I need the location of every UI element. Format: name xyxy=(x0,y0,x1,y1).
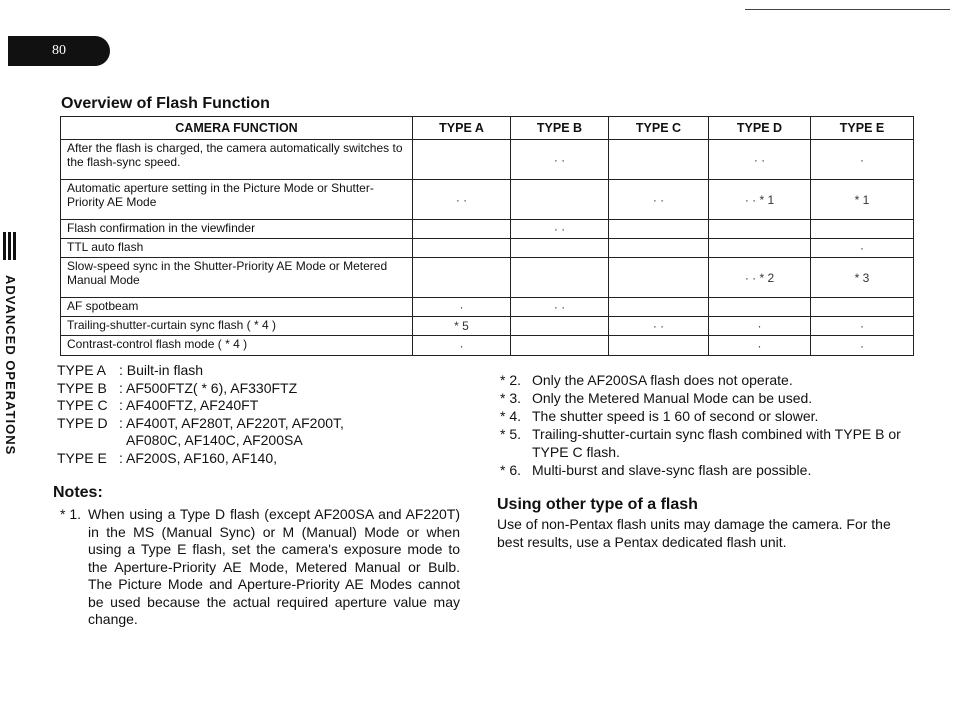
type-a-cell xyxy=(413,140,511,180)
type-c-cell xyxy=(609,258,709,298)
footnote-number: * 5. xyxy=(500,426,522,442)
type-e-cell: · xyxy=(811,239,914,258)
table-row xyxy=(61,258,914,298)
top-rule xyxy=(745,9,950,10)
flash-function-table xyxy=(60,116,914,356)
function-cell: Contrast-control flash mode ( * 4 ) xyxy=(61,336,413,356)
type-a-cell xyxy=(413,220,511,239)
header-type-b: TYPE B xyxy=(511,117,609,140)
type-b-cell: · · xyxy=(511,298,609,317)
type-models: : AF500FTZ( * 6), AF330FTZ xyxy=(119,379,298,396)
type-b-cell xyxy=(511,258,609,298)
table-row xyxy=(61,140,914,180)
type-c-cell xyxy=(609,239,709,258)
type-c-cell: · · xyxy=(609,317,709,336)
type-e-cell: * 1 xyxy=(811,180,914,220)
type-d-cell: · xyxy=(709,336,811,356)
type-models: : Built-in flash xyxy=(119,362,204,378)
type-d-cell xyxy=(709,298,811,317)
type-c-cell xyxy=(609,220,709,239)
type-models: : AF400T, AF280T, AF220T, AF200T, xyxy=(119,414,344,431)
type-b-cell: · · xyxy=(511,220,609,239)
type-d-cell: · · xyxy=(709,140,811,180)
table-row xyxy=(61,336,914,356)
function-cell: Automatic aperture setting in the Picture Mode or Shutter-Priority AE Mode xyxy=(61,180,413,220)
footnote-number: * 6. xyxy=(500,462,522,478)
section-marker xyxy=(3,232,17,262)
type-d-cell: · xyxy=(709,317,811,336)
table-row xyxy=(61,220,914,239)
footnote-text: Only the Metered Manual Mode can be used. xyxy=(532,390,813,406)
type-key: TYPE B xyxy=(57,379,107,396)
type-d-cell: · · * 2 xyxy=(709,258,811,298)
table-row xyxy=(61,180,914,220)
type-a-cell: · · xyxy=(413,180,511,220)
type-key xyxy=(57,432,119,450)
footnote-number: * 3. xyxy=(500,390,522,406)
footnote-number: * 4. xyxy=(500,408,522,424)
type-key: TYPE D xyxy=(57,414,108,431)
header-type-a: TYPE A xyxy=(413,117,511,140)
type-d-cell: · · * 1 xyxy=(709,180,811,220)
page-number: 80 xyxy=(52,43,66,58)
footnote-text: Trailing-shutter-curtain sync flash combined with TYPE B or TYPE C flash. xyxy=(532,426,901,460)
type-models: AF080C, AF140C, AF200SA xyxy=(119,432,303,449)
list-item xyxy=(57,450,344,468)
footnote-list xyxy=(500,371,920,479)
header-type-c: TYPE C xyxy=(609,117,709,140)
note-text: When using a Type D flash (except AF200SA and AF220T) in the MS (Manual Sync) or M (Manual) Mode or when using a Type E flash, set the camera's exposure mode to the Aperture-Priority AE Mode, Metered Manual or Bulb. The Picture Mode and Aperture-Priority AE Modes cannot be used because the actual required aperture value may change. xyxy=(88,506,460,627)
list-item xyxy=(500,425,920,461)
header-camera-function: CAMERA FUNCTION xyxy=(61,117,413,140)
type-e-cell xyxy=(811,220,914,239)
type-a-cell xyxy=(413,239,511,258)
type-b-cell xyxy=(511,239,609,258)
type-a-cell xyxy=(413,258,511,298)
side-section-label: ADVANCED OPERATIONS xyxy=(3,275,18,456)
type-a-cell: * 5 xyxy=(413,317,511,336)
type-e-cell: · xyxy=(811,317,914,336)
type-key: TYPE E xyxy=(57,449,107,466)
function-cell: Flash confirmation in the viewfinder xyxy=(61,220,413,239)
type-e-cell: * 3 xyxy=(811,258,914,298)
table-row xyxy=(61,298,914,317)
list-item xyxy=(57,380,344,398)
note-number: * 1. xyxy=(60,506,82,522)
footnote-text: Only the AF200SA flash does not operate. xyxy=(532,372,793,388)
flash-type-legend xyxy=(57,362,344,468)
header-type-e: TYPE E xyxy=(811,117,914,140)
type-key: TYPE C xyxy=(57,397,108,414)
type-e-cell: · xyxy=(811,336,914,356)
list-item xyxy=(57,415,344,433)
type-e-cell xyxy=(811,298,914,317)
footnote-text: The shutter speed is 1 60 of second or slower. xyxy=(532,408,819,424)
type-b-cell xyxy=(511,317,609,336)
footnote-number: * 2. xyxy=(500,372,522,388)
function-cell: TTL auto flash xyxy=(61,239,413,258)
list-item xyxy=(57,362,344,380)
type-a-cell: · xyxy=(413,336,511,356)
function-cell: Trailing-shutter-curtain sync flash ( * 4 ) xyxy=(61,317,413,336)
notes-heading: Notes: xyxy=(53,484,103,501)
list-item xyxy=(500,389,920,407)
header-type-d: TYPE D xyxy=(709,117,811,140)
other-flash-heading: Using other type of a flash xyxy=(497,496,698,513)
type-models: : AF400FTZ, AF240FT xyxy=(119,397,259,414)
other-flash-text: Use of non-Pentax flash units may damage the camera. For the best results, use a Pentax dedicated flash unit. xyxy=(497,516,891,550)
function-cell: AF spotbeam xyxy=(61,298,413,317)
type-c-cell xyxy=(609,140,709,180)
type-b-cell xyxy=(511,180,609,220)
type-models: : AF200S, AF160, AF140, xyxy=(119,449,277,466)
type-b-cell xyxy=(511,336,609,356)
list-item xyxy=(500,407,920,425)
footnote-text: Multi-burst and slave-sync flash are possible. xyxy=(532,462,812,478)
type-key: TYPE A xyxy=(57,362,107,378)
type-c-cell xyxy=(609,298,709,317)
list-item xyxy=(500,461,920,479)
type-a-cell: · xyxy=(413,298,511,317)
function-cell: After the flash is charged, the camera automatically switches to the flash-sync speed. xyxy=(61,140,413,180)
table-header-row xyxy=(61,117,914,140)
type-c-cell: · · xyxy=(609,180,709,220)
type-d-cell xyxy=(709,239,811,258)
type-b-cell: · · xyxy=(511,140,609,180)
table-row xyxy=(61,317,914,336)
page-number-tab xyxy=(8,36,110,66)
type-e-cell: · xyxy=(811,140,914,180)
type-c-cell xyxy=(609,336,709,356)
list-item xyxy=(57,397,344,415)
note-1 xyxy=(60,506,460,629)
list-item xyxy=(500,371,920,389)
list-item xyxy=(57,432,344,450)
table-row xyxy=(61,239,914,258)
section-title: Overview of Flash Function xyxy=(61,95,270,112)
function-cell: Slow-speed sync in the Shutter-Priority AE Mode or Metered Manual Mode xyxy=(61,258,413,298)
type-d-cell xyxy=(709,220,811,239)
